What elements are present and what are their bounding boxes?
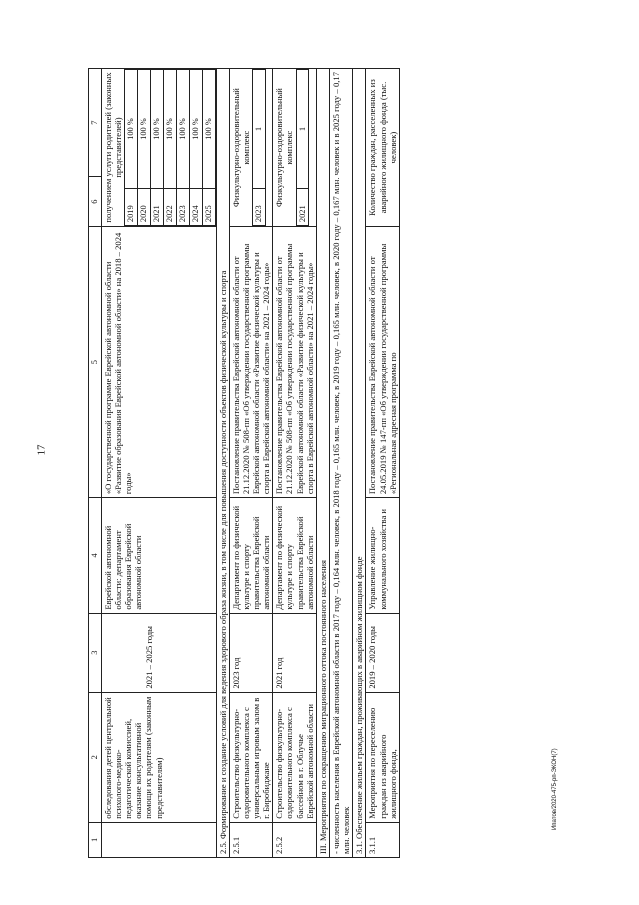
activity-name: Строительство физкультурно-оздоровительного комплекса с универсальным игровым залом в г. Биробиджане [229, 692, 273, 822]
executor: Еврейской автономной области: департамент образования Еврейской автономной области [101, 498, 216, 613]
activity-name: Мероприятия по переселению граждан из аварийного жилищного фонда, [366, 692, 399, 822]
col-header-4: 4 [89, 498, 102, 613]
indicator-cell [229, 69, 273, 227]
year: 2019 [125, 189, 138, 226]
header-row [89, 69, 102, 858]
legal-basis: Постановление правительства Еврейской автономной области от 21.12.2020 № 508-пп «Об утверждении государственной программы Еврейской автономной области «Развитие физической культуры и спорта в Еврейской автономной области» на 2021 – 2024 годы» [229, 227, 273, 498]
year: 2023 [252, 189, 265, 226]
rotated-table-container [88, 68, 558, 858]
indicator-title: Количество граждан, расселенных из аварийного жилищного фонда (тыс. человек) [366, 69, 399, 227]
period: 2021 год [273, 613, 317, 692]
year: 2021 [151, 189, 164, 226]
legal-basis: Постановление правительства Еврейской автономной области от 24.05.2019 № 147-пп «Об утверждении государственной программы «Региональная адресная программа по [366, 227, 399, 498]
legal-basis: Постановление правительства Еврейской автономной области от 21.12.2020 № 508-пп «Об утверждении государственной программы Еврейской автономной области «Развитие физической культуры и спорта в Еврейской автономной области» на 2021 – 2024 годы» [273, 227, 317, 498]
population-note: - численность населения в Еврейской автономной области в 2017 году – 0,164 млн. человек, в 2018 году – 0,165 млн. человек, в 2019 году – 0,165 млн. человек, в 2020 году – 0,167 млн. человек и в 2025 году – 0,17 млн. человек [329, 69, 352, 858]
executor: Департамент по физической культуре и спорту правительства Еврейской автономной области [273, 498, 317, 613]
percent: 100 % [189, 70, 202, 189]
percent: 100 % [125, 70, 138, 189]
value: 1 [252, 70, 265, 189]
activity-name: Строительство физкультурно-оздоровительного комплекса с бассейном в г. Облучье Еврейской автономной области [273, 692, 317, 822]
col-header-3: 3 [89, 613, 102, 692]
section-row [316, 69, 329, 858]
col-header-6: 6 [89, 177, 102, 227]
table-row [229, 69, 273, 858]
col-header-2: 2 [89, 692, 102, 822]
row-number: 2.5.1 [229, 822, 273, 857]
percent: 100 % [151, 70, 164, 189]
legal-basis: «О государственной программе Еврейской автономной области «Развитие образования Еврейской автономной области» на 2018 – 2024 годы» [101, 227, 216, 498]
indicator-title: Физкультурно-оздоровительный комплекс [274, 88, 295, 207]
activity-name: обследования детей центральной психолого-медико-педагогической комиссией, оказание консультативной помощи их родителям (законным представителям) [101, 692, 216, 822]
program-table [88, 68, 400, 858]
year: 2025 [202, 189, 215, 226]
section-heading-3-1: 3.1. Обеспечение жильем граждан, проживающих в аварийном жилищном фонде [353, 69, 366, 858]
year-values [296, 69, 310, 226]
section-row [329, 69, 352, 858]
period: 2021 – 2025 годы [101, 613, 216, 692]
table-row [366, 69, 399, 858]
percent: 100 % [138, 70, 151, 189]
col-header-1: 1 [89, 822, 102, 857]
page-number: 17 [35, 444, 48, 456]
percent: 100 % [176, 70, 189, 189]
section-row [216, 69, 229, 858]
indicator-title: Физкультурно-оздоровительный комплекс [230, 88, 251, 207]
period: 2023 год [229, 613, 273, 692]
row-number: 2.5.2 [273, 822, 317, 857]
year-values [252, 69, 266, 226]
year: 2021 [296, 189, 309, 226]
row-number [101, 822, 216, 857]
section-row [353, 69, 366, 858]
col-header-5: 5 [89, 227, 102, 498]
percent: 100 % [163, 70, 176, 189]
section-heading-III: III. Мероприятия по сокращению миграционного оттока постоянного населения [316, 69, 329, 858]
indicator-title: получением услуги родителей (законных представителей) [102, 72, 124, 223]
table-row [273, 69, 317, 858]
row-number: 3.1.1 [366, 822, 399, 857]
executor: Управление жилищно-коммунального хозяйства и [366, 498, 399, 613]
year: 2024 [189, 189, 202, 226]
indicator-cell [101, 69, 216, 227]
col-header-7: 7 [89, 69, 102, 177]
executor: Департамент по физической культуре и спорту правительства Еврейской автономной области [229, 498, 273, 613]
indicator-cell [273, 69, 317, 227]
period: 2019 – 2020 годы [366, 613, 399, 692]
footer-code: Ипатов/2020-475-рп-ЭКОН(7) [552, 748, 558, 830]
year: 2020 [138, 189, 151, 226]
value: 1 [296, 70, 309, 189]
section-heading-2-5: 2.5. Формирование и создание условий для ведения здорового образа жизни, в том числе для повышения доступности объектов физической культуры и спорта [216, 69, 229, 858]
percent: 100 % [202, 70, 215, 189]
year: 2023 [176, 189, 189, 226]
year: 2022 [163, 189, 176, 226]
year-values [124, 69, 215, 226]
table-row [101, 69, 216, 858]
